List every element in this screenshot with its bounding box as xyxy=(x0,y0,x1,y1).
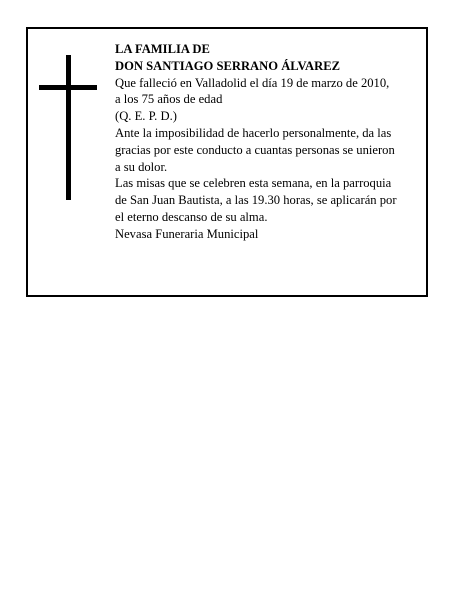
mass-line-3: el eterno descanso de su alma. xyxy=(115,209,268,224)
death-info-line-1: Que falleció en Valladolid el día 19 de marzo de 2010, xyxy=(115,75,390,90)
cross-icon xyxy=(39,55,97,200)
death-info-line-2: a los 75 años de edad xyxy=(115,92,223,107)
mass-line-2: de San Juan Bautista, a las 19.30 horas, se aplicarán por xyxy=(115,193,397,208)
thanks-line-2: gracias por este conducto a cuantas personas se unieron xyxy=(115,142,395,157)
thanks-line-1: Ante la imposibilidad de hacerlo personalmente, da las xyxy=(115,125,392,140)
thanks-line-3: a su dolor. xyxy=(115,159,168,174)
obituary-notice xyxy=(26,27,428,297)
cross-vertical-bar xyxy=(66,55,71,200)
qepd-text: (Q. E. P. D.) xyxy=(115,109,177,124)
mass-line-1: Las misas que se celebren esta semana, en la parroquia xyxy=(115,176,392,191)
cross-horizontal-bar xyxy=(39,85,97,90)
notice-text xyxy=(115,41,423,243)
family-heading: LA FAMILIA DE xyxy=(115,42,210,56)
deceased-name: DON SANTIAGO SERRANO ÁLVAREZ xyxy=(115,58,340,73)
funeral-home-name: Nevasa Funeraria Municipal xyxy=(115,226,259,241)
